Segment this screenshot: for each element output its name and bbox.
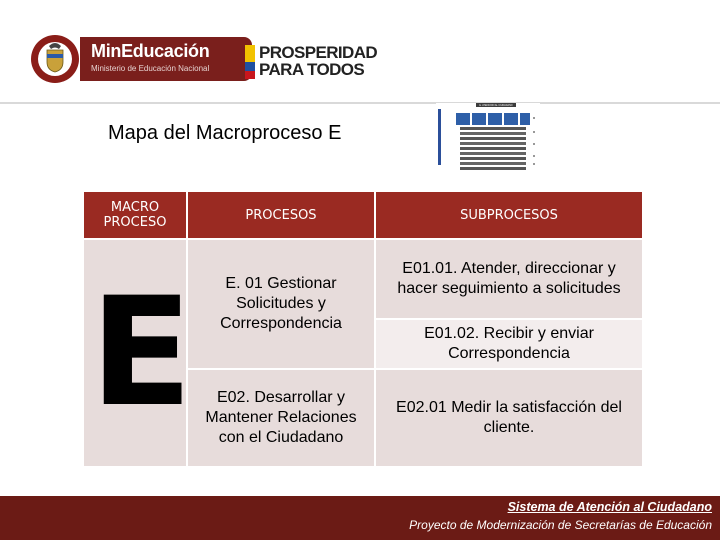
prosperidad-flag-icon bbox=[245, 45, 255, 79]
prosperidad-line-2: PARA TODOS bbox=[259, 60, 365, 79]
mineducacion-logo bbox=[80, 37, 252, 81]
header-procesos: PROCESOS bbox=[187, 191, 375, 239]
macro-letter: E bbox=[83, 239, 187, 467]
proceso-e02: E02. Desarrollar y Mantener Relaciones con el Ciudadano bbox=[187, 369, 375, 467]
footer-bar bbox=[0, 496, 720, 540]
footer-line-2: Proyecto de Modernización de Secretarías de Educación bbox=[409, 518, 712, 532]
proceso-e01: E. 01 Gestionar Solicitudes y Correspondencia bbox=[187, 239, 375, 369]
subproceso-e0101: E01.01. Atender, direccionar y hacer seguimiento a solicitudes bbox=[375, 239, 643, 319]
header-subprocesos: SUBPROCESOS bbox=[375, 191, 643, 239]
colombia-coat-of-arms-icon bbox=[30, 32, 80, 86]
footer-line-1: Sistema de Atención al Ciudadano bbox=[507, 500, 712, 514]
header-divider bbox=[0, 102, 720, 104]
prosperidad-line-1: PROSPERIDAD bbox=[259, 43, 378, 62]
subproceso-e0102: E01.02. Recibir y enviar Correspondencia bbox=[375, 319, 643, 369]
mineducacion-title: MinEducación bbox=[91, 41, 210, 61]
header bbox=[0, 0, 720, 102]
header-macro-proceso: MACRO PROCESO bbox=[83, 191, 187, 239]
page-title: Mapa del Macroproceso E bbox=[108, 122, 342, 144]
table-header-row bbox=[83, 191, 643, 239]
table-row bbox=[83, 239, 643, 319]
macroprocess-table bbox=[82, 190, 644, 468]
subproceso-e0201: E02.01 Medir la satisfacción del cliente. bbox=[375, 369, 643, 467]
mineducacion-subtitle: Ministerio de Educación Nacional bbox=[91, 64, 210, 73]
thumbnail-header: E. ATENCION AL CIUDADANO bbox=[479, 104, 513, 107]
macroprocess-thumbnail bbox=[436, 103, 540, 173]
